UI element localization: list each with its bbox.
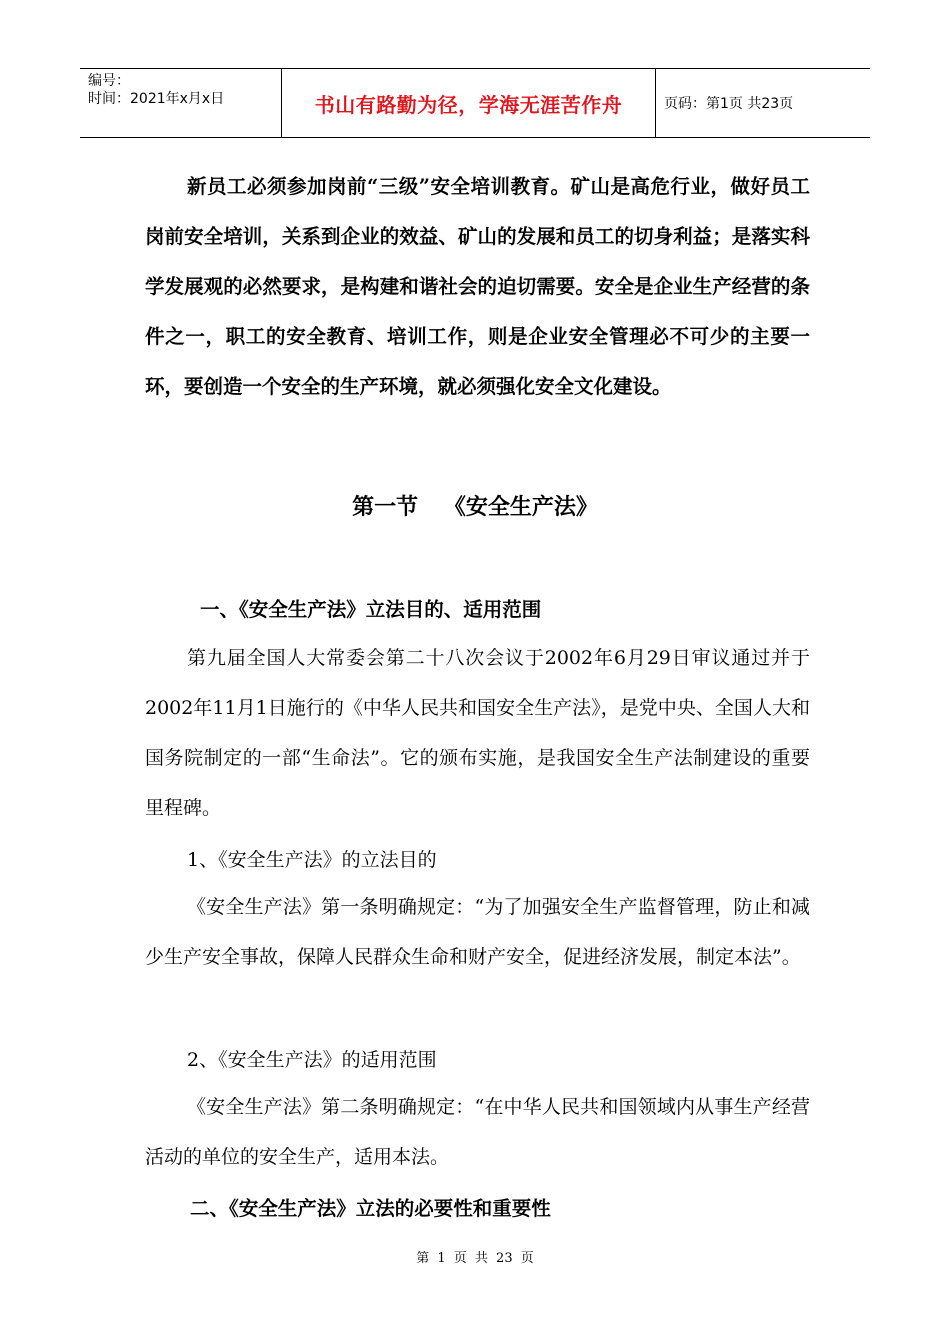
page-footer: 第 1 页 共 23 页 [416, 1251, 534, 1266]
header-page-info: 页码：第1页 共23页 [664, 96, 794, 112]
header-motto-cell [282, 69, 656, 137]
intro-paragraph: 新员工必须参加岗前“三级”安全培训教育。矿山是高危行业，做好员工岗前安全培训，关系到企业的效益、矿山的发展和员工的切身利益；是落实科学发展观的必然要求，是构建和谐社会的迫切需要。安全是企业生产经营的条件之一，职工的安全教育、培训工作，则是企业安全管理必不可少的主要一环，要创造一个安全的生产环境，就必须强化安全文化建设。 [145, 175, 810, 398]
header-motto: 书山有路勤为径，学海无涯苦作舟 [314, 92, 623, 117]
paragraph-article-one: 《安全生产法》第一条明确规定：“为了加强安全生产监督管理，防止和减少生产安全事故，保障人民群众生命和财产安全，促进经济发展，制定本法”。 [145, 896, 810, 968]
document-number-label: 编号： [88, 73, 130, 89]
item-legislative-purpose: 1、《安全生产法》的立法目的 [187, 849, 437, 871]
item-scope: 2、《安全生产法》的适用范围 [187, 1049, 437, 1071]
heading-necessity-importance: 二、《安全生产法》立法的必要性和重要性 [190, 1197, 551, 1220]
paragraph-enactment: 第九届全国人大常委会第二十八次会议于2002年6月29日审议通过并于2002年11月1日施行的《中华人民共和国安全生产法》，是党中央、全国人大和国务院制定的一部“生命法”。它的颁布实施，是我国安全生产法制建设的重要里程碑。 [145, 647, 810, 819]
header-meta [80, 69, 282, 137]
paragraph-article-two: 《安全生产法》第二条明确规定：“在中华人民共和国领域内从事生产经营活动的单位的安全生产，适用本法。 [145, 1096, 810, 1168]
document-time-label: 时间：2021年x月x日 [88, 91, 225, 107]
section-title: 第一节 《安全生产法》 [352, 495, 598, 520]
page-header [80, 68, 870, 138]
heading-purpose-scope: 一、《安全生产法》立法目的、适用范围 [200, 598, 542, 621]
